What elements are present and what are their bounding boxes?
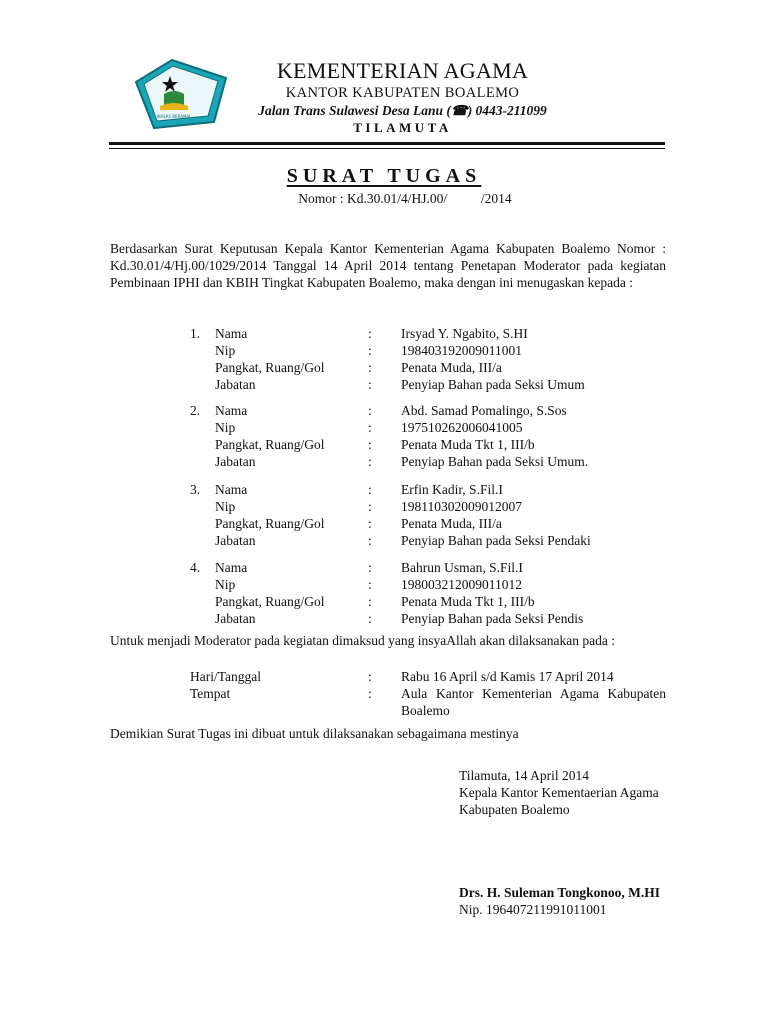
event-place-row: Tempat : Aula Kantor Kementerian Agama Kabupaten Boalemo (190, 686, 666, 718)
person-nip: 198003212009011012 (401, 577, 522, 592)
person-rank: Penata Muda Tkt 1, III/b (401, 594, 535, 609)
letterhead (200, 58, 605, 136)
event-place: Aula Kantor Kementerian Agama Kabupaten Boalemo (401, 686, 666, 718)
header-divider (109, 142, 665, 145)
svg-text:IKHLAS BERAMAL: IKHLAS BERAMAL (156, 114, 192, 119)
signatory (459, 884, 660, 918)
person-block-1: 1. Nama : Irsyad Y. Ngabito, S.HI Nip : 198403192009011001 Pangkat, Ruang/Gol : Penata Muda, III/a Jabatan : Penyiap Bahan pada Seksi Umum (190, 326, 585, 392)
office-name: KANTOR KABUPATEN BOALEMO (285, 85, 520, 101)
person-rank: Penata Muda Tkt 1, III/b (401, 437, 535, 452)
event-details (190, 668, 666, 719)
document-title: SURAT TUGAS (286, 165, 482, 187)
phone-icon: ☎ (450, 103, 468, 118)
signatory-nip: Nip. 196407211991011001 (459, 902, 607, 917)
person-rank: Penata Muda, III/a (401, 360, 502, 375)
person-nip: 198403192009011001 (401, 343, 522, 358)
purpose-paragraph: Untuk menjadi Moderator pada kegiatan dimaksud yang insyaAllah akan dilaksanakan pada : (110, 633, 615, 648)
person-name: Irsyad Y. Ngabito, S.HI (401, 326, 528, 341)
person-position: Penyiap Bahan pada Seksi Umum (401, 377, 585, 392)
person-position: Penyiap Bahan pada Seksi Pendis (401, 611, 584, 626)
person-block-4: 4. Nama : Bahrun Usman, S.Fil.I Nip : 198003212009011012 Pangkat, Ruang/Gol : Penata Muda Tkt 1, III/b Jabatan : Penyiap Bahan pada Seksi Pendis (190, 560, 584, 626)
person-block-2: 2. Nama : Abd. Samad Pomalingo, S.Sos Nip : 197510262006041005 Pangkat, Ruang/Gol : Penata Muda Tkt 1, III/b Jabatan : Penyiap Bahan pada Seksi Umum. (190, 403, 589, 469)
city-name: TILAMUTA (353, 120, 452, 135)
signature-block (459, 767, 659, 818)
signatory-name: Drs. H. Suleman Tongkonoo, M.HI (459, 885, 661, 900)
person-rank: Penata Muda, III/a (401, 516, 502, 531)
intro-paragraph: Berdasarkan Surat Keputusan Kepala Kantor Kementerian Agama Kabupaten Boalemo Nomor : Kd.30.01/4/Hj.00/1029/2014 Tanggal 14 April 2014 tentang Penetapan Moderator pada kegiatan Pembinaan IPHI dan KBIH Tingkat Kabupaten Boalemo, maka dengan ini menugaskan kepada : (110, 241, 666, 290)
event-date-row: Hari/Tanggal : Rabu 16 April s/d Kamis 17 April 2014 (190, 668, 666, 685)
institution-name: KEMENTERIAN AGAMA (276, 58, 529, 83)
office-address: Jalan Trans Sulawesi Desa Lanu (☎) 0443-211099 (258, 103, 547, 118)
person-position: Penyiap Bahan pada Seksi Umum. (401, 454, 589, 469)
person-name: Erfin Kadir, S.Fil.I (401, 482, 503, 497)
event-date: Rabu 16 April s/d Kamis 17 April 2014 (401, 669, 614, 684)
header-divider-thin (109, 148, 665, 149)
document-number: Nomor : Kd.30.01/4/HJ.00/ /2014 (298, 191, 512, 206)
person-nip: 198110302009012007 (401, 499, 522, 514)
person-position: Penyiap Bahan pada Seksi Pendaki (401, 533, 591, 548)
signature-position: Kepala Kantor Kementaerian Agama (459, 785, 659, 800)
person-name: Bahrun Usman, S.Fil.I (401, 560, 523, 575)
signature-region: Kabupaten Boalemo (459, 802, 570, 817)
person-name: Abd. Samad Pomalingo, S.Sos (401, 403, 567, 418)
person-nip: 197510262006041005 (401, 420, 523, 435)
closing-paragraph: Demikian Surat Tugas ini dibuat untuk dilaksanakan sebagaimana mestinya (110, 726, 519, 741)
signature-place-date: Tilamuta, 14 April 2014 (459, 768, 590, 783)
person-block-3: 3. Nama : Erfin Kadir, S.Fil.I Nip : 198110302009012007 Pangkat, Ruang/Gol : Penata Muda, III/a Jabatan : Penyiap Bahan pada Seksi Pendaki (190, 482, 591, 548)
